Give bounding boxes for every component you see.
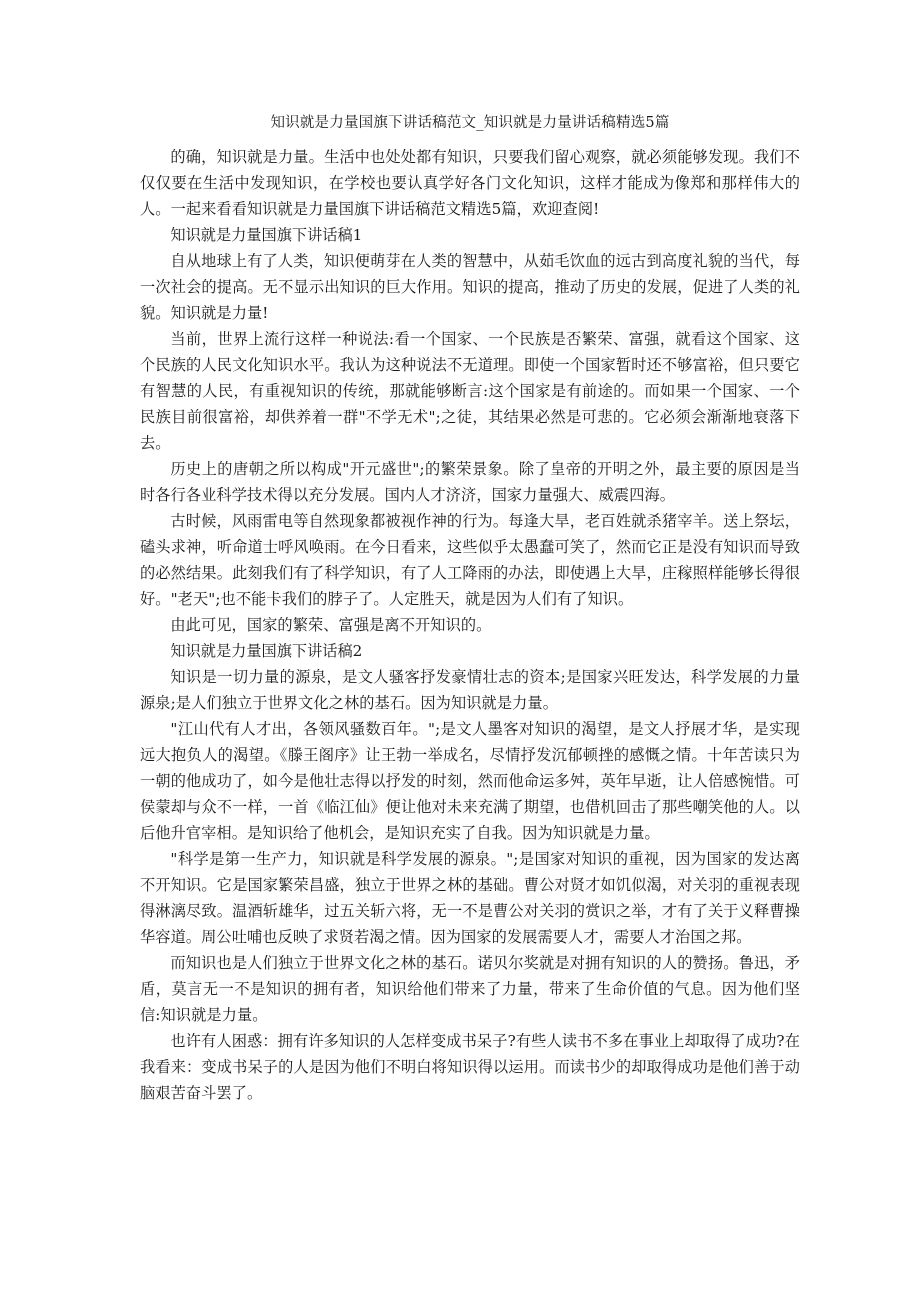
intro-paragraph: 的确，知识就是力量。生活中也处处都有知识，只要我们留心观察，就必须能够发现。我们不仅仅要在生活中发现知识，在学校也要认真学好各门文化知识，这样才能成为像郑和那样伟大的人。一起来看看知识就是力量国旗下讲话稿范文精选5篇，欢迎查阅! xyxy=(140,148,800,218)
section-heading: 知识就是力量国旗下讲话稿2 xyxy=(170,642,363,660)
document-title: 知识就是力量国旗下讲话稿范文_知识就是力量讲话稿精选5篇 xyxy=(270,115,670,131)
paragraph: 当前，世界上流行这样一种说法:看一个国家、一个民族是否繁荣、富强，就看这个国家、这个民族的人民文化知识水平。我认为这种说法不无道理。即使一个国家暂时还不够富裕，但只要它有智慧的人民，有重视知识的传统，那就能够断言:这个国家是有前途的。而如果一个国家、一个民族目前很富裕，却供养着一群"不学无术";之徒，其结果必然是可悲的。它必须会渐渐地衰落下去。 xyxy=(140,330,800,452)
paragraph: 知识是一切力量的源泉，是文人骚客抒发豪情壮志的资本;是国家兴旺发达，科学发展的力量源泉;是人们独立于世界文化之林的基石。因为知识就是力量。 xyxy=(140,668,800,712)
paragraph: 古时候，风雨雷电等自然现象都被视作神的行为。每逢大旱，老百姓就杀猪宰羊。送上祭坛，磕头求神，听命道士呼风唤雨。在今日看来，这些似乎太愚蠢可笑了，然而它正是没有知识而导致的必然结果。此刻我们有了科学知识，有了人工降雨的办法，即使遇上大旱，庄稼照样能够长得很好。"老天";也不能卡我们的脖子了。人定胜天，就是因为人们有了知识。 xyxy=(140,512,800,608)
section-heading: 知识就是力量国旗下讲话稿1 xyxy=(170,226,363,244)
paragraph: 历史上的唐朝之所以构成"开元盛世";的繁荣景象。除了皇帝的开明之外，最主要的原因是当时各行各业科学技术得以充分发展。国内人才济济，国家力量强大、威震四海。 xyxy=(140,460,800,504)
paragraph: "江山代有人才出，各领风骚数百年。";是文人墨客对知识的渴望，是文人抒展才华，是实现远大抱负人的渴望。《滕王阁序》让王勃一举成名，尽情抒发沉郁顿挫的感慨之情。十年苦读只为一朝的他成功了，如今是他壮志得以抒发的时刻，然而他命运多舛，英年早逝，让人倍感惋惜。可侯蒙却与众不一样，一首《临江仙》便让他对未来充满了期望，也借机回击了那些嘲笑他的人。以后他升官宰相。是知识给了他机会，是知识充实了自我。因为知识就是力量。 xyxy=(140,720,800,842)
paragraph: 而知识也是人们独立于世界文化之林的基石。诺贝尔奖就是对拥有知识的人的赞扬。鲁迅，矛盾，莫言无一不是知识的拥有者，知识给他们带来了力量，带来了生命价值的气息。因为他们坚信:知识就是力量。 xyxy=(140,954,800,1024)
paragraph: 由此可见，国家的繁荣、富强是离不开知识的。 xyxy=(170,616,492,634)
document-page xyxy=(140,112,800,1106)
section-1 xyxy=(140,222,800,638)
paragraph: 自从地球上有了人类，知识便萌芽在人类的智慧中，从茹毛饮血的远古到高度礼貌的当代，每一次社会的提高。无不显示出知识的巨大作用。知识的提高，推动了历史的发展，促进了人类的礼貌。知识就是力量! xyxy=(140,252,800,322)
paragraph: 也许有人困惑：拥有许多知识的人怎样变成书呆子?有些人读书不多在事业上却取得了成功?在我看来：变成书呆子的人是因为他们不明白将知识得以运用。而读书少的却取得成功是他们善于动脑艰苦奋斗罢了。 xyxy=(140,1032,800,1102)
paragraph: "科学是第一生产力，知识就是科学发展的源泉。";是国家对知识的重视，因为国家的发达离不开知识。它是国家繁荣昌盛，独立于世界之林的基础。曹公对贤才如饥似渴，对关羽的重视表现得淋漓尽致。温酒斩雄华，过五关斩六将，无一不是曹公对关羽的赏识之举，才有了关于义释曹操华容道。周公吐哺也反映了求贤若渴之情。因为国家的发展需要人才，需要人才治国之邦。 xyxy=(140,850,800,946)
section-2 xyxy=(140,638,800,1106)
